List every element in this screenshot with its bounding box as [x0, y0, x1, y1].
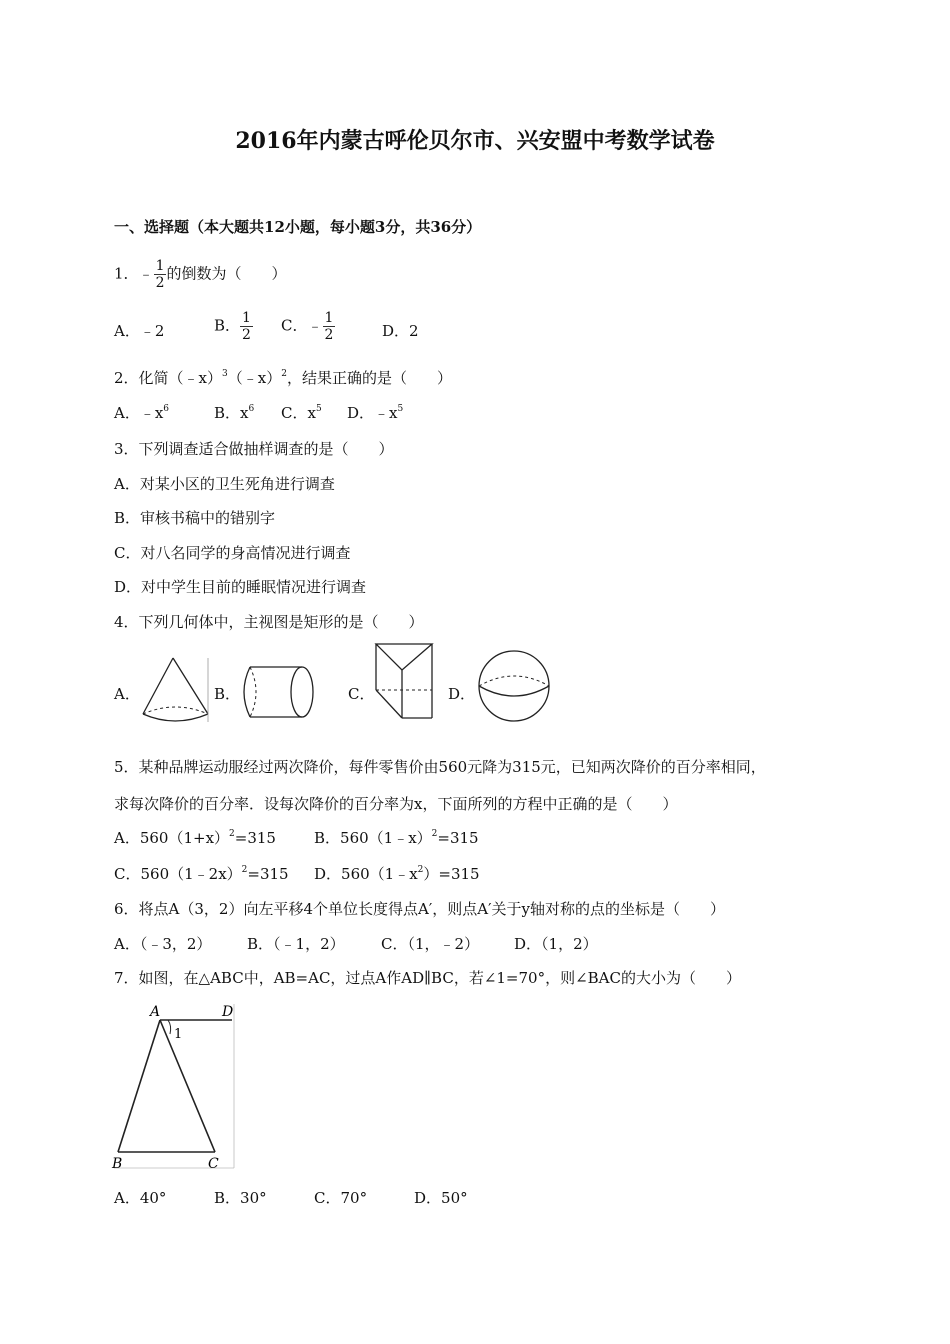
- q5-b-text: B．560（1﹣x）: [314, 829, 432, 847]
- q1-b-label: B．: [214, 316, 241, 335]
- label-angle-1: 1: [174, 1027, 183, 1042]
- q1-b-num: 1: [242, 310, 251, 326]
- q7-option-b: B．30°: [214, 1189, 267, 1207]
- q5-d-exp: 2: [417, 865, 424, 875]
- q1-text: 的倒数为（ ）: [166, 264, 287, 283]
- q1-number: 1．: [114, 264, 139, 283]
- q6-option-b: B．（﹣1，2）: [247, 935, 345, 953]
- q3-option-a: A．对某小区的卫生死角进行调查: [114, 475, 335, 493]
- q5-a-text: A．560（1+x）: [114, 829, 230, 847]
- q1-option-c: [281, 310, 335, 343]
- q5-a-exp: 2: [229, 829, 235, 839]
- q7-option-c: C．70°: [314, 1189, 368, 1207]
- q5-option-a: [114, 828, 276, 848]
- q2-c-exp: 5: [315, 404, 322, 414]
- q6-option-c: C．（1，﹣2）: [381, 935, 480, 953]
- label-c: C: [208, 1156, 219, 1172]
- section-heading: 一、选择题（本大题共12小题，每小题3分，共36分）: [114, 218, 482, 236]
- label-b: B: [112, 1156, 123, 1172]
- q5-d-text: D．560（1﹣x: [314, 865, 418, 883]
- q2-c-text: C．x: [281, 404, 316, 422]
- q5-option-d: [314, 864, 480, 884]
- question-3: 3．下列调查适合做抽样调查的是（ ）: [114, 440, 394, 458]
- q2-exp1: 3: [222, 369, 228, 379]
- q3-option-b: B．审核书稿中的错别字: [114, 509, 276, 527]
- q1-b-den: 2: [242, 327, 251, 343]
- q2-option-a: [114, 403, 169, 423]
- q1-c-den: 2: [324, 327, 334, 343]
- q1-frac-den: 2: [155, 275, 165, 291]
- q2-b-text: B．x: [214, 404, 249, 422]
- q5-d-tail: ）=315: [423, 865, 480, 883]
- q1-b-fraction: [240, 310, 253, 343]
- q2-a-exp: 6: [163, 404, 170, 414]
- q4-option-c: C．: [348, 685, 375, 703]
- q5-option-b: [314, 828, 479, 848]
- q4-option-a: A．: [114, 685, 140, 703]
- q2-tail: ，结果正确的是（ ）: [286, 369, 452, 387]
- q1-c-num: 1: [324, 310, 334, 326]
- q2-option-c: [281, 403, 322, 423]
- q4-option-b: B．: [214, 685, 241, 703]
- q5-b-exp: 2: [431, 829, 438, 839]
- q1-option-a: A．﹣2: [114, 322, 165, 340]
- q5-a-tail: =315: [234, 829, 276, 847]
- q6-option-d: D．（1，2）: [514, 935, 598, 953]
- question-5-line2: 求每次降价的百分率．设每次降价的百分率为x，下面所列的方程中正确的是（ ）: [114, 795, 678, 813]
- q1-option-b: [214, 310, 253, 343]
- q5-c-text: C．560（1﹣2x）: [114, 865, 242, 883]
- q1-frac-num: 1: [155, 258, 165, 274]
- question-1: [114, 258, 287, 291]
- q2-option-d: [347, 403, 403, 423]
- q2-a-text: A．﹣x: [114, 404, 164, 422]
- page-title: 2016年内蒙古呼伦贝尔市、兴安盟中考数学试卷: [235, 128, 715, 154]
- q1-minus: ﹣: [138, 264, 154, 283]
- question-5-line1: 5．某种品牌运动服经过两次降价，每件零售价由560元降为315元，已知两次降价的百分率相同，: [114, 758, 766, 776]
- q2-mid: （﹣x）: [227, 369, 282, 387]
- q5-c-exp: 2: [241, 865, 248, 875]
- question-2: [114, 368, 452, 388]
- q2-stem: 2．化简（﹣x）: [114, 369, 223, 387]
- q1-c-fraction: [323, 310, 336, 343]
- question-6: 6．将点A（3，2）向左平移4个单位长度得点A′，则点A′关于y轴对称的点的坐标是（ ）: [114, 900, 725, 918]
- q1-c-label: C．: [281, 316, 308, 335]
- cylinder-figure: [236, 662, 318, 722]
- q1-option-d: D．2: [382, 322, 419, 340]
- q2-option-b: [214, 403, 254, 423]
- label-d: D: [222, 1004, 234, 1020]
- question-4: 4．下列几何体中，主视图是矩形的是（ ）: [114, 613, 424, 631]
- q5-c-tail: =315: [247, 865, 289, 883]
- q7-option-d: D．50°: [414, 1189, 468, 1207]
- q1-c-minus: ﹣: [307, 316, 323, 335]
- q5-b-tail: =315: [437, 829, 479, 847]
- q3-option-c: C．对八名同学的身高情况进行调查: [114, 544, 351, 562]
- label-a: A: [150, 1004, 161, 1020]
- q7-option-a: A．40°: [114, 1189, 167, 1207]
- question-7: 7．如图，在△ABC中，AB=AC，过点A作AD∥BC，若∠1=70°，则∠BAC的大小为（ ）: [114, 969, 741, 987]
- q5-option-c: [114, 864, 289, 884]
- sphere-figure: [476, 648, 556, 724]
- triangle-figure: [110, 1000, 240, 1172]
- cone-figure: [138, 654, 212, 722]
- prism-figure: [372, 640, 438, 724]
- q2-d-exp: 5: [397, 404, 404, 414]
- q6-option-a: A．（﹣3，2）: [114, 935, 212, 953]
- q4-option-d: D．: [448, 685, 476, 703]
- q3-option-d: D．对中学生目前的睡眠情况进行调查: [114, 578, 367, 596]
- q1-fraction: [154, 258, 167, 291]
- q2-b-exp: 6: [248, 404, 255, 414]
- q2-exp2: 2: [281, 369, 287, 379]
- q2-d-text: D．﹣x: [347, 404, 398, 422]
